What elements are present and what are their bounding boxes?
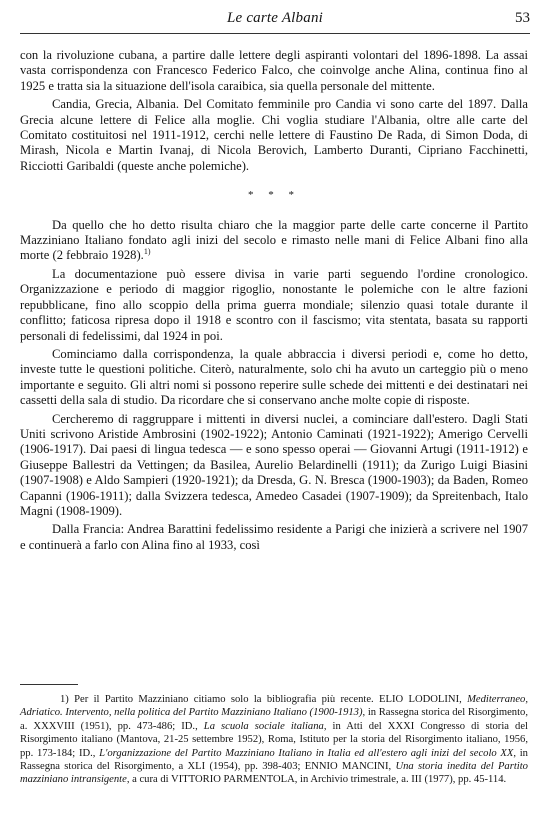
paragraph: Candia, Grecia, Albania. Del Comitato femminile pro Candia vi sono carte del 1897. Dalla Grecia alcune lettere di Felice alla moglie. Chi voglia studiare l'Albania, oltre alle carte del Comitato costituitosi nel 1911-1912, cerchi nelle lettere di Faustino De Rada, di Simon Doda, di Mirash, Nicola e Martin Ivanaj, di Nicola Berovich, Lamberto Duranti, Cipriano Facchinetti, Ricciotti Garibaldi (queste anche polemiche). <box>20 97 528 173</box>
footnote-text: 1) Per il Partito Mazziniano citiamo solo la bibliografia più recente. ELIO LODOLINI, <box>60 694 468 705</box>
header-rule <box>20 33 530 34</box>
footnote-title: Una storia inedita del Partito mazziniano intransigente <box>20 761 528 786</box>
footnote-reference: 1) <box>143 247 151 257</box>
footnote-text: , in Rassegna storica del Risorgimento, a. XXXVIII (1951), pp. 473-486; ID., <box>20 707 528 732</box>
page-header <box>20 9 530 31</box>
paragraph: La documentazione può essere divisa in varie parti seguendo l'ordine cronologico. Organizzazione e periodo di maggior rigoglio, nonostante le polemiche con le altre fazioni repubblicane, fino allo scoppio della prima guerra mondiale; silenzio quasi totale durante il conflitto; faticosa ripresa dopo il 1918 e scontro con il fascismo; vita stentata, basata su rapporti personali di fedelissimi, dal 1924 in poi. <box>20 266 528 343</box>
footnote-rule <box>20 684 78 685</box>
paragraph <box>20 218 528 264</box>
footnote-title: La scuola sociale italiana <box>203 720 324 732</box>
running-title: Le carte Albani <box>226 10 324 26</box>
paragraph: Cercheremo di raggruppare i mittenti in diversi nuclei, a cominciare dall'estero. Dagli Stati Uniti scrivono Aristide Ambrosini (1902-1922); Antonio Caminati (1921-1922); Amerigo Cervelli (1906-1917). Dai paesi di lingua tedesca — e sono spesso operai — Giovanni Artugi (1911-1912) e Giuseppe Ballestri da Vettingen; da Basilea, Aurelio Belardinelli (1911); da Zurigo Luigi Biasini (1907-1908) e Aldo Sampieri (1920-1921); da Dresda, G. N. Bresca (1900-1903); da Baden, Romeo Capanni (1906-1911); dalla Svizzera tedesca, Amedeo Casadei (1907-1909); da Spreitenbach, Italo Magni (1908-1909). <box>20 411 528 518</box>
footnote <box>20 693 528 787</box>
paragraph: Cominciamo dalla corrispondenza, la quale abbraccia i diversi periodi e, come ho detto, investe tutte le questioni politiche. Citerò, naturalmente, solo chi ha avuto un carteggio più o meno importante e seguito. Gli altri nomi si possono reperire sulle schede dei mittenti e dei destinatari nei cassetti della sala di studio. Da ricordare che si conservano anche molte copie di risposte. <box>20 346 528 408</box>
footnote-title: Mediterraneo, Adriatico. Intervento, nella politica del Partito Mazziniano Italiano (1900-1913) <box>20 694 528 719</box>
footnote-text: , in Atti del XXXI Congresso di storia del Risorgimento italiano (Mantova, 21-25 settembre 1952), Roma, Istituto per la storia del Risorgimento italiano, 1956, pp. 173-184; ID., <box>20 720 528 759</box>
footnote-text: , a cura di VITTORIO PARMENTOLA, in Archivio trimestrale, a. III (1977), pp. 45-114. <box>126 774 507 786</box>
footnote-text: , in Rassegna storica del Risorgimento, a XLI (1954), pp. 398-403; ENNIO MANCINI, <box>20 747 528 773</box>
section-separator: * * * <box>248 189 300 202</box>
paragraph: con la rivoluzione cubana, a partire dalle lettere degli aspiranti volontari del 1896-1898. La assai vasta corrispondenza con Francesco Federico Falco, che coinvolge anche Alina, continua fino al 1925 e tratta sia la situazione dell'isola caraibica, sia quella personale del mittente. <box>20 48 528 93</box>
footnote-title: L'organizzazione del Partito Mazziniano Italiano in Italia ed all'estero agli inizi del secolo XX <box>99 747 514 759</box>
paragraph: Dalla Francia: Andrea Barattini fedelissimo residente a Parigi che inizierà a scrivere nel 1907 e continuerà a farlo con Alina fino al 1933, così <box>20 522 528 552</box>
paragraph-text: Da quello che ho detto risulta chiaro che la maggior parte delle carte concerne il Partito Mazziniano Italiano fondato agli inizi del secolo e rimasto nelle mani di Felice Albani fino alla morte (2 febbraio 1928). <box>20 217 528 263</box>
body-text <box>20 48 528 553</box>
page-number: 53 <box>515 10 530 26</box>
